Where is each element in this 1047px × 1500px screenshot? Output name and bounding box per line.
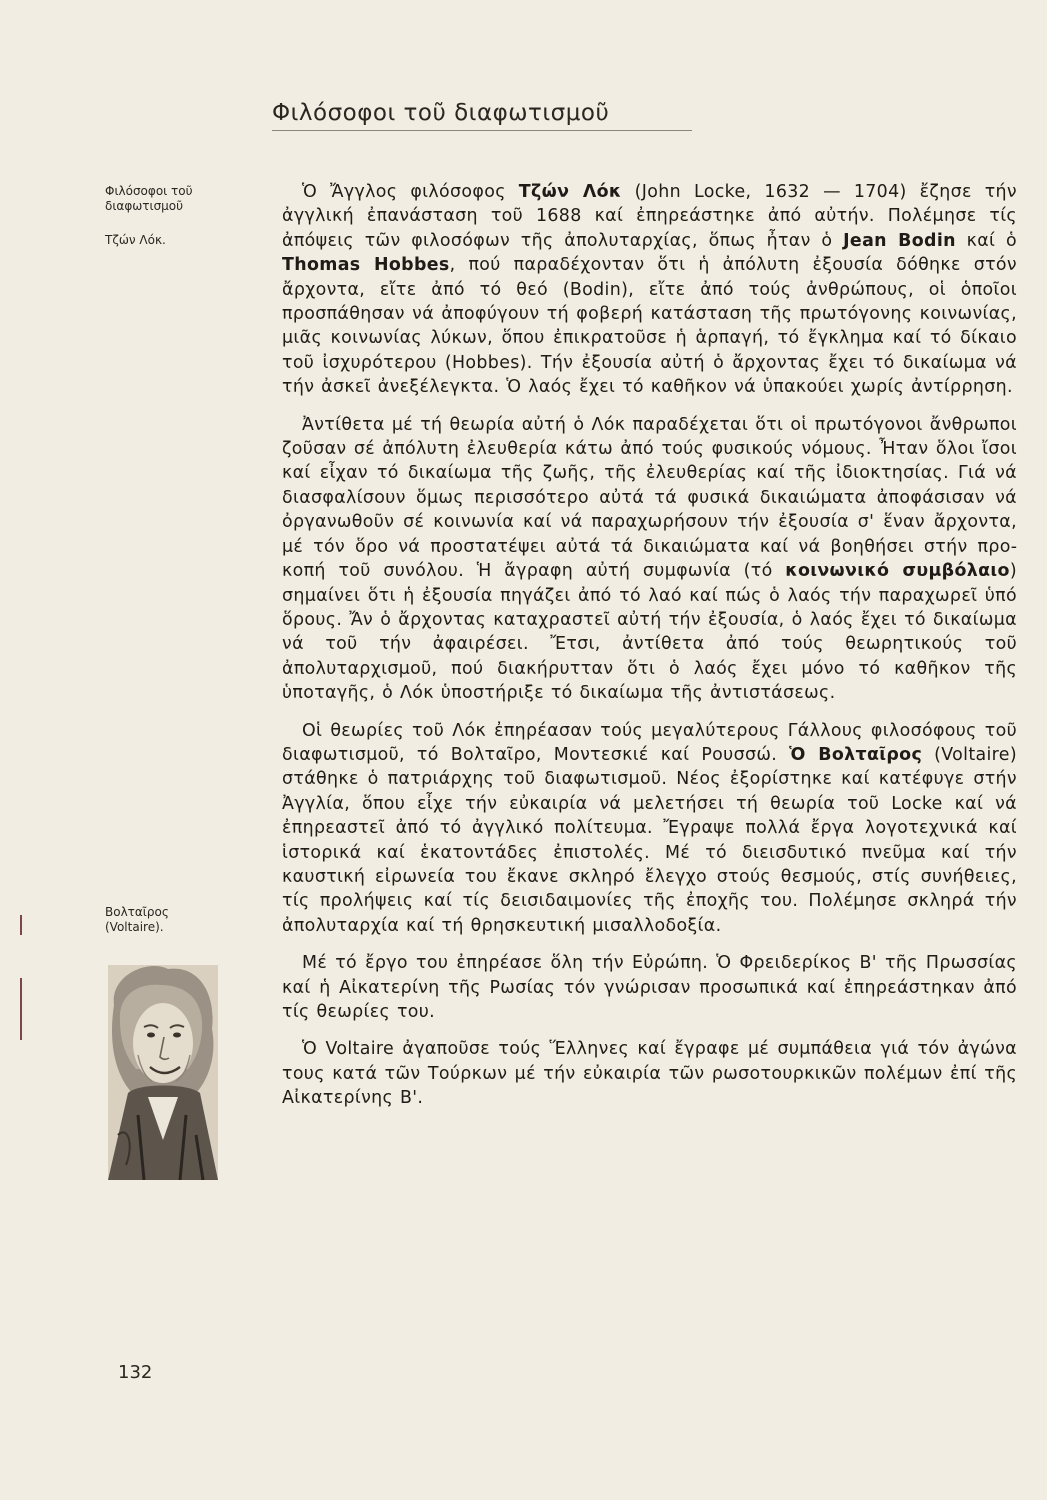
chapter-title: Φιλόσοφοι τοῦ διαφωτισμοῦ — [272, 100, 692, 131]
bold-term: Jean Bodin — [843, 230, 956, 251]
page-number: 132 — [118, 1362, 153, 1383]
text-run: Ὁ Voltaire ἀγαποῦσε τούς Ἕλληνες καί ἔγραφε μέ συμπάθεια γιά τόν ἀγώνα τους κατά τῶν Τούρκων μέ τήν εὐκαιρία τῶν ρωσοτουρκικῶν πολέμων ἐπί τῆς Αἰκατερίνης Β'. — [282, 1039, 1017, 1109]
margin-mark — [20, 915, 22, 935]
paragraph — [282, 719, 1017, 939]
sidenote-topic: Φιλόσοφοι τοῦ διαφωτισμοῦ — [105, 184, 193, 213]
sidenote-voltaire: Βολταῖρος (Voltaire). — [105, 905, 169, 934]
paragraph — [282, 1037, 1017, 1110]
text-run: καί ὁ — [955, 230, 1017, 251]
sidenote-locke: Τζών Λόκ. — [105, 233, 166, 247]
bold-term: Thomas Hobbes — [282, 255, 450, 276]
main-text — [282, 180, 1017, 1124]
bold-term: Ὁ Βολταῖρος — [789, 744, 923, 765]
text-run: ) σημαίνει ὅτι ἡ ἐξουσία πηγάζει ἀπό τό λαό καί πώς ὁ λαός τήν παραχωρεῖ ὑπό ὅρους. Ἄν ὁ ἄρχοντας καταχραστεῖ αὐτή τήν ἐξουσία, ὁ λαός ἔχει τό δικαίωμα νά τοῦ τήν ἀφαιρέσει. Ἔτσι, ἀντίθετα ἀπό τούς θεωρητικούς τοῦ ἀπολυταρχισμοῦ, πού διακήρυτταν ὅτι ὁ λαός ἔχει μόνο τό καθῆκον τῆς ὑποταγῆς, ὁ Λόκ ὑποστήριξε τό δικαίωμα τῆς ἀντιστάσεως. — [282, 561, 1017, 704]
text-run: (Voltaire) στάθηκε ὁ πατριάρχης τοῦ διαφωτισμοῦ. Νέος ἐξορίστηκε καί κατέφυγε στήν Ἀγγλία, ὅπου εἶχε τήν εὐκαιρία νά μελετήσει τή θεωρία τοῦ Locke καί νά ἐπηρεαστεῖ ἀπό τό ἀγγλικό πολίτευμα. Ἔγραψε πολλά ἔργα λογοτεχνικά καί ἱστορικά καί ἑκατοντάδες ἐπιστολές. Μέ τό διεισδυτικό πνεῦμα καί τήν καυστική εἰρωνεία του ἔκανε σκληρό ἔλεγχο στούς θεσμούς, στίς συνήθειες, τίς προλήψεις καί τίς δεισιδαιμονίες τῆς ἐποχῆς του. Πολέμησε σκληρά τήν ἀπολυταρχία καί τή θρησκευτική μισαλλοδοξία. — [282, 744, 1017, 936]
paragraph — [282, 951, 1017, 1024]
text-run: Οἱ θεωρίες τοῦ Λόκ ἐπηρέασαν τούς μεγαλύτερους Γάλλους φιλοσόφους τοῦ διαφωτισμοῦ, τό Βολταῖρο, Μοντεσκιέ καί Ρουσσώ. — [282, 720, 1017, 765]
paragraph — [282, 413, 1017, 706]
voltaire-portrait-illustration — [108, 965, 218, 1180]
text-run: Ἀντίθετα μέ τή θεωρία αὐτή ὁ Λόκ παραδέχεται ὅτι οἱ πρωτόγονοι ἄνθρωποι ζοῦσαν σέ ἀπόλυτη ἐλευθερία κάτω ἀπό τούς φυσικούς νόμους. Ἦταν ὅλοι ἴσοι καί εἶχαν τό δικαίωμα τῆς ζωῆς, τῆς ἐλευθερίας καί τῆς ἰδιοκτησίας. Γιά νά διασφαλίσουν ὅμως περισσότερο αὐτά τά φυσικά δικαιώματα ἀποφάσισαν νά ὀργανωθοῦν σέ κοινωνία καί νά παραχωρήσουν τήν ἐξουσία σ' ἕναν ἄρχοντα, μέ τόν ὅρο νά προστατέψει αὐτά τά δικαιώματα καί νά βοηθήσει στήν προκοπή τοῦ συνόλου. Ἡ ἄγραφη αὐτή συμφωνία (τό — [282, 414, 1017, 582]
text-run: (John Locke, 1632 — 1704) ἔζησε τήν ἀγγλική ἐπανάσταση τοῦ 1688 καί ἐπηρεάστηκε ἀπό αὐτήν. Πολέμησε τίς ἀπόψεις τῶν φιλοσόφων τῆς ἀπολυταρχίας, ὅπως ἦταν ὁ — [282, 182, 1017, 251]
paragraph — [282, 180, 1017, 400]
bold-term: κοινωνικό συμβόλαιο — [785, 561, 1010, 582]
text-run: , πού παραδέχονταν ὅτι ἡ ἀπόλυτη ἐξουσία δόθηκε στόν ἄρχοντα, εἴτε ἀπό τό θεό (Bodin), εἴτε ἀπό τούς ἀνθρώπους, οἱ ὁποῖοι προσπάθησαν νά ἀποφύγουν τή φοβερή κατάσταση τῆς πρωτόγονης κοινωνίας, μιᾶς κοινωνίας λύκων, ὅπου ἐπικρατοῦσε ἡ ἁρπαγή, τό ἔγκλημα καί τό δίκαιο τοῦ ἰσχυρότερου (Hobbes). Τήν ἐξουσία αὐτή ὁ ἄρχοντας ἔχει τό δικαίωμα νά τήν ἀσκεῖ ἀνεξέλεγκτα. Ὁ λαός ἔχει τό καθῆκον νά ὑπακούει χωρίς ἀντίρρηση. — [282, 255, 1017, 398]
voltaire-portrait — [108, 965, 218, 1180]
margin-mark — [20, 978, 22, 1040]
text-run: Μέ τό ἔργο του ἐπηρέασε ὅλη τήν Εὐρώπη. Ὁ Φρειδερίκος Β' τῆς Πρωσσίας καί ἡ Αἰκατερίνη τῆς Ρωσίας τόν γνώρισαν προσωπικά καί ἐπηρεάστηκαν ἀπό τίς θεωρίες του. — [282, 953, 1017, 1022]
bold-term: Τζών Λόκ — [518, 182, 622, 202]
text-run: Ὁ Ἄγγλος φιλόσοφος — [302, 182, 519, 202]
